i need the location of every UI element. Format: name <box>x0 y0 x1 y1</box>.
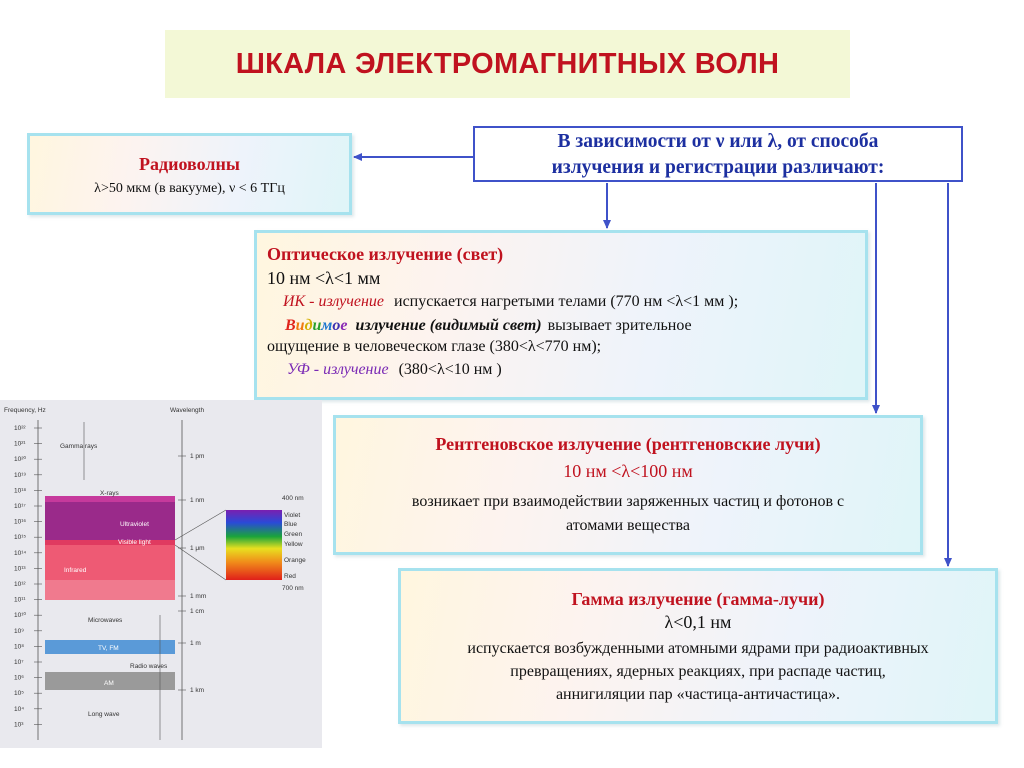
band-label-gamma: Gamma rays <box>60 443 98 450</box>
freq-tick-label: 10³ <box>14 721 24 729</box>
wave-tick-label: 1 nm <box>190 497 205 504</box>
xray-range: 10 нм <λ<100 нм <box>563 461 693 481</box>
freq-tick-label: 10¹⁷ <box>14 503 26 510</box>
freq-tick-label: 10¹⁹ <box>14 471 27 479</box>
classification-note-line-2: излучения и регистрации различают: <box>551 157 885 178</box>
freq-tick-label: 10²² <box>14 425 26 432</box>
wave-tick-label: 1 km <box>190 687 205 694</box>
ir-label: ИК - излучение <box>283 293 384 310</box>
spectrum-color-orange: Orange <box>284 557 306 564</box>
freq-tick-label: 10¹⁰ <box>14 612 27 620</box>
gamma-title: Гамма излучение (гамма-лучи) <box>571 589 825 609</box>
band-uv <box>45 502 175 540</box>
spectrum-color-blue: Blue <box>284 521 298 528</box>
classification-note <box>473 126 963 182</box>
freq-tick-label: 10¹¹ <box>14 596 26 604</box>
visible-line <box>267 315 865 336</box>
visible-letter: е <box>340 317 348 334</box>
wave-tick-label: 1 mm <box>190 593 207 600</box>
visible-rest: излучение (видимый свет) <box>355 317 542 334</box>
spectrum-color-violet: Violet <box>284 512 301 519</box>
wave-tick-label: 1 pm <box>190 453 205 460</box>
radio-waves-box <box>27 133 352 215</box>
visible-letter: и <box>312 317 322 334</box>
freq-tick-label: 10⁵ <box>14 690 24 698</box>
band-label-infrared: Infrared <box>64 567 87 574</box>
xray-title: Рентгеновское излучение (рентгеновские лучи) <box>435 434 821 454</box>
band-label-tvfm: TV, FM <box>98 645 119 652</box>
gamma-desc-line-3: аннигиляции пар «частица-античастица». <box>555 686 841 703</box>
xray-desc <box>336 490 920 538</box>
classification-note-line-1: В зависимости от ν или λ, от способа <box>557 131 879 152</box>
visible-spectrum-inset <box>226 510 282 580</box>
freq-tick-label: 10²⁰ <box>14 456 27 464</box>
uv-text: (380<λ<10 нм ) <box>398 361 502 378</box>
visible-label <box>285 317 348 334</box>
band-label-radio: Radio waves <box>130 663 168 670</box>
radio-waves-range: λ>50 мкм (в вакууме), ν < 6 ТГц <box>94 181 285 196</box>
band-label-microwaves: Microwaves <box>88 617 123 624</box>
gamma-box <box>398 568 998 724</box>
freq-tick-label: 10⁴ <box>14 705 25 713</box>
band-ir-low <box>45 580 175 600</box>
spectrum-color-red: Red <box>284 573 296 580</box>
gamma-desc-line-1: испускается возбужденными атомными ядрами при радиоактивных <box>467 640 929 657</box>
spectrum-top-label: 400 nm <box>282 495 304 502</box>
wave-tick-label: 1 μm <box>190 545 205 552</box>
freq-tick-label: 10²¹ <box>14 440 26 448</box>
freq-tick-label: 10¹³ <box>14 565 26 573</box>
uv-line <box>267 359 865 380</box>
ir-text: испускается нагретыми телами (770 нм <λ<1 мм ); <box>394 293 739 310</box>
freq-tick-label: 10¹² <box>14 581 26 588</box>
freq-tick-label: 10¹⁸ <box>14 487 27 495</box>
xray-box <box>333 415 923 555</box>
freq-tick-label: 10¹⁴ <box>14 549 27 557</box>
band-label-longwave: Long wave <box>88 711 120 718</box>
page-title: ШКАЛА ЭЛЕКТРОМАГНИТНЫХ ВОЛН <box>235 47 780 80</box>
em-spectrum-svg <box>0 400 322 748</box>
band-visible <box>45 540 175 545</box>
freq-tick-label: 10¹⁵ <box>14 534 27 542</box>
freq-tick-label: 10⁶ <box>14 674 24 682</box>
optical-range: 10 нм <λ<1 мм <box>267 268 381 288</box>
visible-text: вызывает зрительное <box>547 317 692 334</box>
visible-text-2: ощущение в человеческом глазе (380<λ<770 нм); <box>267 338 602 355</box>
freq-tick-label: 10¹⁶ <box>14 518 27 526</box>
spectrum-color-yellow: Yellow <box>284 541 303 548</box>
spectrum-bottom-label: 700 nm <box>282 585 304 592</box>
visible-letter: о <box>332 317 341 334</box>
wave-tick-label: 1 cm <box>190 608 205 615</box>
freq-header: Frequency, Hz <box>4 407 46 414</box>
wave-header: Wavelength <box>170 407 205 414</box>
optical-radiation-box <box>254 230 868 400</box>
visible-letter: и <box>295 317 305 334</box>
visible-letter: В <box>285 317 296 334</box>
em-spectrum-figure <box>0 400 322 748</box>
band-label-xray: X-rays <box>100 490 119 497</box>
xray-desc-line-1: возникает при взаимодействии заряженных частиц и фотонов с <box>411 493 845 510</box>
title-banner <box>165 30 850 98</box>
freq-tick-label: 10⁷ <box>14 659 24 666</box>
freq-tick-label: 10⁸ <box>14 643 24 651</box>
band-label-am: AM <box>104 680 114 687</box>
gamma-desc <box>401 637 995 706</box>
visible-letter: д <box>304 317 313 334</box>
wave-tick-label: 1 m <box>190 640 201 647</box>
xray-desc-line-2: атомами вещества <box>566 517 690 534</box>
band-label-uv: Ultraviolet <box>120 521 149 528</box>
spectrum-color-green: Green <box>284 531 303 538</box>
radio-waves-title: Радиоволны <box>139 154 240 174</box>
gamma-desc-line-2: превращениях, ядерных реакциях, при распаде частиц, <box>510 663 886 680</box>
optical-title: Оптическое излучение (свет) <box>267 244 504 264</box>
gamma-range: λ<0,1 нм <box>664 612 732 632</box>
visible-letter: м <box>321 317 333 334</box>
freq-tick-label: 10⁹ <box>14 627 25 635</box>
band-label-visible: Visible light <box>118 539 151 546</box>
ir-line <box>267 291 865 312</box>
uv-label: УФ - излучение <box>287 361 389 378</box>
